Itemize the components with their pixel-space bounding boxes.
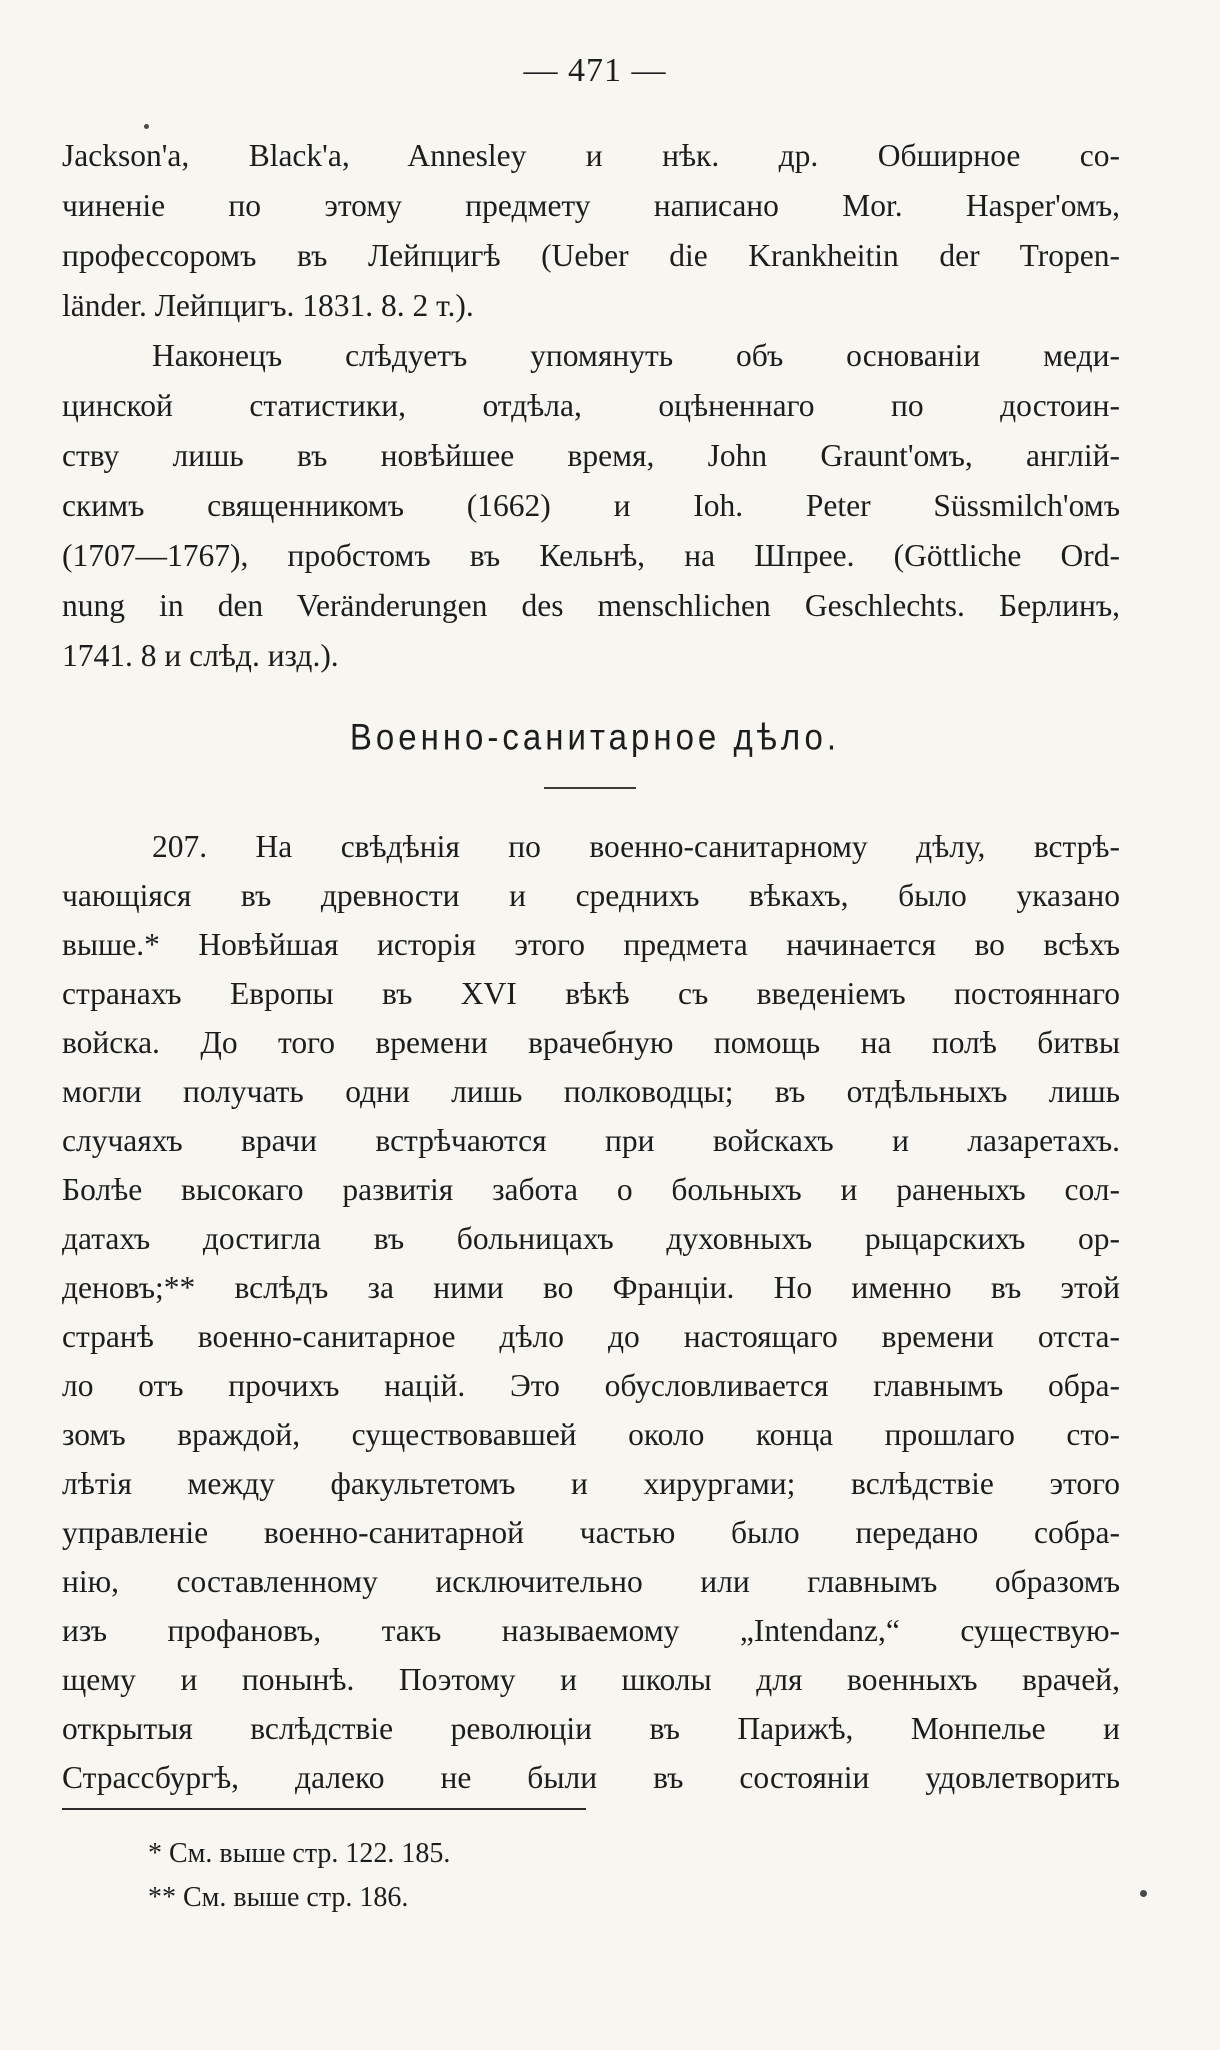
text-line: чающіяся въ древности и среднихъ вѣкахъ, было указано bbox=[62, 878, 1120, 913]
text-line: открытыя вслѣдствіе революціи въ Парижѣ, Монпелье и bbox=[62, 1711, 1120, 1746]
text-line: (1707—1767), пробстомъ въ Кельнѣ, на Шпрее. (Göttliche Ord- bbox=[62, 538, 1120, 573]
text-line: чиненіе по этому предмету написано Mor. Hasper'омъ, bbox=[62, 188, 1120, 223]
print-speck bbox=[144, 124, 149, 129]
footnote-rule bbox=[62, 1808, 586, 1810]
text-line: войска. До того времени врачебную помощь на полѣ битвы bbox=[62, 1025, 1120, 1060]
text-line: ству лишь въ новѣйшее время, John Graunt'омъ, англій- bbox=[62, 438, 1120, 473]
text-line: профессоромъ въ Лейпцигѣ (Ueber die Krankheitin der Tropen- bbox=[62, 238, 1120, 273]
text-line: деновъ;** вслѣдъ за ними во Франціи. Но именно въ этой bbox=[62, 1270, 1120, 1305]
text-line: Наконецъ слѣдуетъ упомянуть объ основаніи меди- bbox=[152, 338, 1120, 373]
text-line: цинской статистики, отдѣла, оцѣненнаго по достоин- bbox=[62, 388, 1120, 423]
text-line: зомъ враждой, существовавшей около конца прошлаго сто- bbox=[62, 1417, 1120, 1452]
text-line: länder. Лейпцигъ. 1831. 8. 2 т.). bbox=[62, 288, 474, 323]
text-line: скимъ священникомъ (1662) и Ioh. Peter Süssmilch'омъ bbox=[62, 488, 1120, 523]
text-line: nung in den Veränderungen des menschlichen Geschlechts. Берлинъ, bbox=[62, 588, 1120, 623]
text-line: 207. На свѣдѣнія по военно-санитарному дѣлу, встрѣ- bbox=[152, 829, 1120, 864]
text-line: щему и понынѣ. Поэтому и школы для военныхъ врачей, bbox=[62, 1662, 1120, 1697]
print-speck bbox=[1140, 1890, 1147, 1897]
text-line: лѣтія между факультетомъ и хирургами; вслѣдствіе этого bbox=[62, 1466, 1120, 1501]
section-heading: Военно-санитарное дѣло. bbox=[349, 715, 841, 758]
text-line: 1741. 8 и слѣд. изд.). bbox=[62, 638, 339, 673]
page-number: — 471 — bbox=[523, 52, 667, 89]
text-line: могли получать одни лишь полководцы; въ отдѣльныхъ лишь bbox=[62, 1074, 1120, 1109]
text-line: Jackson'a, Black'a, Annesley и нѣк. др. Обширное со- bbox=[62, 138, 1120, 173]
footnote: * См. выше стр. 122. 185. bbox=[148, 1838, 451, 1869]
text-line: ло отъ прочихъ націй. Это обусловливается главнымъ обра- bbox=[62, 1368, 1120, 1403]
heading-rule bbox=[544, 787, 636, 789]
text-line: странѣ военно-санитарное дѣло до настоящаго времени отста- bbox=[62, 1319, 1120, 1354]
text-line: Страссбургѣ, далеко не были въ состояніи удовлетворить bbox=[62, 1760, 1120, 1795]
footnote: ** См. выше стр. 186. bbox=[148, 1882, 409, 1913]
text-line: управленіе военно-санитарной частью было передано собра- bbox=[62, 1515, 1120, 1550]
text-line: выше.* Новѣйшая исторія этого предмета начинается во всѣхъ bbox=[62, 927, 1120, 962]
text-line: изъ профановъ, такъ называемому „Intendanz,“ существую- bbox=[62, 1613, 1120, 1648]
text-line: Болѣе высокаго развитія забота о больныхъ и раненыхъ сол- bbox=[62, 1172, 1120, 1207]
text-line: нію, составленному исключительно или главнымъ образомъ bbox=[62, 1564, 1120, 1599]
text-line: странахъ Европы въ XVI вѣкѣ съ введеніемъ постояннаго bbox=[62, 976, 1120, 1011]
text-line: случаяхъ врачи встрѣчаются при войскахъ и лазаретахъ. bbox=[62, 1123, 1120, 1158]
text-line: датахъ достигла въ больницахъ духовныхъ рыцарскихъ ор- bbox=[62, 1221, 1120, 1256]
